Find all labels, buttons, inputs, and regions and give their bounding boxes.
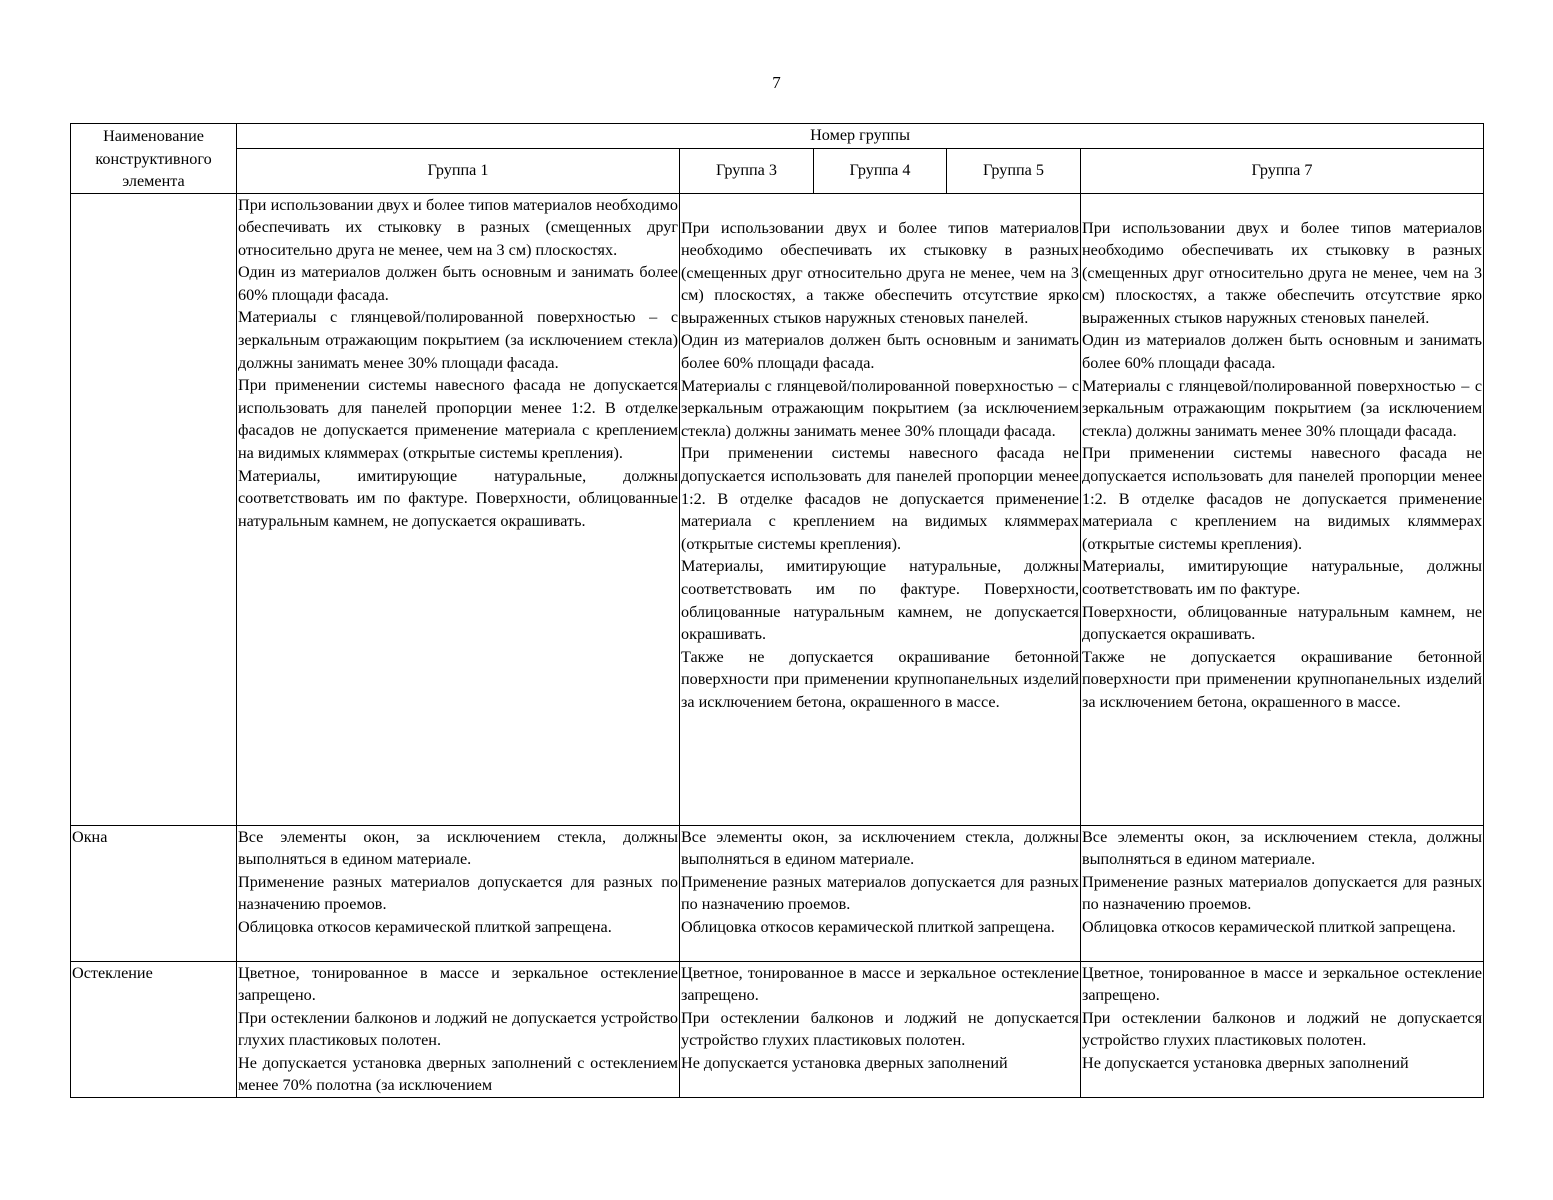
paragraph: Также не допускается окрашивание бетонной поверхности при применении крупнопанельных изделий за исключением бетона, окрашенного в массе. — [1082, 647, 1483, 711]
paragraph: При применении системы навесного фасада не допускается использовать для панелей пропорции менее 1:2. В отделке фасадов не допускается применение материала с креплением на видимых кляммерах (открытые системы крепления). — [238, 376, 678, 463]
table-row — [71, 961, 1484, 1098]
paragraph: Также не допускается окрашивание бетонной поверхности при применении крупнопанельных изделий за исключением бетона, окрашенного в массе. — [681, 647, 1079, 711]
paragraph: Цветное, тонированное в массе и зеркальное остекление запрещено. — [1082, 963, 1483, 1005]
row-name: Окна — [71, 825, 237, 961]
cell-group-1 — [237, 193, 680, 825]
paragraph: Материалы, имитирующие натуральные, должны соответствовать им по фактуре. — [1082, 557, 1483, 598]
paragraph: Один из материалов должен быть основным и занимать более 60% площади фасада. — [238, 263, 678, 304]
cell-group-3-5 — [680, 961, 1081, 1098]
paragraph: Материалы с глянцевой/полированной поверхностью – с зеркальным отражающим покрытием (за исключением стекла) должны занимать менее 30% площади фасада. — [681, 376, 1079, 440]
paragraph: Не допускается установка дверных заполнений — [681, 1053, 1008, 1072]
cell-group-7 — [1081, 961, 1484, 1098]
paragraph: Не допускается установка дверных заполнений — [1082, 1053, 1409, 1072]
paragraph: Все элементы окон, за исключением стекла, должны выполняться в едином материале. — [238, 827, 678, 869]
paragraph: Облицовка откосов керамической плиткой запрещена. — [1082, 917, 1456, 936]
cell-group-1 — [237, 961, 680, 1098]
paragraph: Один из материалов должен быть основным и занимать более 60% площади фасада. — [1082, 331, 1483, 373]
paragraph: Все элементы окон, за исключением стекла, должны выполняться в едином материале. — [681, 827, 1079, 869]
header-group-5: Группа 5 — [947, 148, 1081, 193]
paragraph: Материалы, имитирующие натуральные, должны соответствовать им по фактуре. Поверхности, облицованные натуральным камнем, не допускается окрашивать. — [681, 557, 1079, 644]
paragraph: Облицовка откосов керамической плиткой запрещена. — [238, 917, 612, 936]
paragraph: При остеклении балконов и лоджий не допускается устройство глухих пластиковых полотен. — [681, 1008, 1079, 1050]
paragraph: Материалы с глянцевой/полированной поверхностью – с зеркальным отражающим покрытием (за исключением стекла) должны занимать менее 30% площади фасада. — [238, 308, 678, 372]
paragraph: Применение разных материалов допускается для разных по назначению проемов. — [238, 872, 678, 914]
cell-group-7 — [1081, 193, 1484, 825]
paragraph: Не допускается установка дверных заполнений с остеклением менее 70% полотна (за исключением — [238, 1053, 678, 1095]
table-row — [71, 825, 1484, 961]
paragraph: При использовании двух и более типов материалов необходимо обеспечивать их стыковку в разных (смещенных друг относительно друга не менее, чем на 3 см) плоскостях, а также обеспечить отсутствие ярко выраженных стыков наружных стеновых панелей. — [681, 218, 1079, 327]
header-element-name: Наименование конструктивного элемента — [71, 124, 237, 194]
paragraph: Цветное, тонированное в массе и зеркальное остекление запрещено. — [238, 963, 678, 1005]
paragraph: Один из материалов должен быть основным и занимать более 60% площади фасада. — [681, 331, 1079, 373]
cell-group-3-5 — [680, 825, 1081, 961]
paragraph: Применение разных материалов допускается для разных по назначению проемов. — [1082, 872, 1483, 914]
cell-group-3-5 — [680, 193, 1081, 825]
header-group-3: Группа 3 — [680, 148, 814, 193]
paragraph: Все элементы окон, за исключением стекла, должны выполняться в едином материале. — [1082, 827, 1483, 869]
header-group-number: Номер группы — [237, 124, 1484, 149]
cell-group-7 — [1081, 825, 1484, 961]
table-row — [71, 193, 1484, 825]
cell-group-1 — [237, 825, 680, 961]
header-group-4: Группа 4 — [814, 148, 947, 193]
row-name: Остекление — [71, 961, 237, 1098]
row-name — [71, 193, 237, 825]
paragraph: Поверхности, облицованные натуральным камнем, не допускается окрашивать. — [1082, 602, 1483, 644]
paragraph: При использовании двух и более типов материалов необходимо обеспечивать их стыковку в разных (смещенных друг относительно друга не менее, чем на 3 см) плоскостях, а также обеспечить отсутствие ярко выраженных стыков наружных стеновых панелей. — [1082, 218, 1483, 327]
paragraph: При использовании двух и более типов материалов необходимо обеспечивать их стыковку в разных (смещенных друг относительно друга не менее, чем на 3 см) плоскостях. — [238, 195, 678, 259]
paragraph: Облицовка откосов керамической плиткой запрещена. — [681, 917, 1055, 936]
paragraph: При применении системы навесного фасада не допускается использовать для панелей пропорции менее 1:2. В отделке фасадов не допускается применение материала с креплением на видимых кляммерах (открытые системы крепления). — [1082, 444, 1483, 553]
requirements-table — [70, 123, 1484, 1098]
paragraph: Материалы с глянцевой/полированной поверхностью – с зеркальным отражающим покрытием (за исключением стекла) должны занимать менее 30% площади фасада. — [1082, 376, 1483, 440]
paragraph: При применении системы навесного фасада не допускается использовать для панелей пропорции менее 1:2. В отделке фасадов не допускается применение материала с креплением на видимых кляммерах (открытые системы крепления). — [681, 444, 1079, 553]
page-number: 7 — [772, 73, 781, 92]
header-group-7: Группа 7 — [1081, 148, 1484, 193]
paragraph: При остеклении балконов и лоджий не допускается устройство глухих пластиковых полотен. — [238, 1008, 678, 1050]
header-group-1: Группа 1 — [237, 148, 680, 193]
paragraph: Применение разных материалов допускается для разных по назначению проемов. — [681, 872, 1079, 914]
paragraph: Материалы, имитирующие натуральные, должны соответствовать им по фактуре. Поверхности, облицованные натуральным камнем, не допускается окрашивать. — [238, 466, 678, 530]
paragraph: При остеклении балконов и лоджий не допускается устройство глухих пластиковых полотен. — [1082, 1008, 1483, 1050]
paragraph: Цветное, тонированное в массе и зеркальное остекление запрещено. — [681, 963, 1079, 1005]
